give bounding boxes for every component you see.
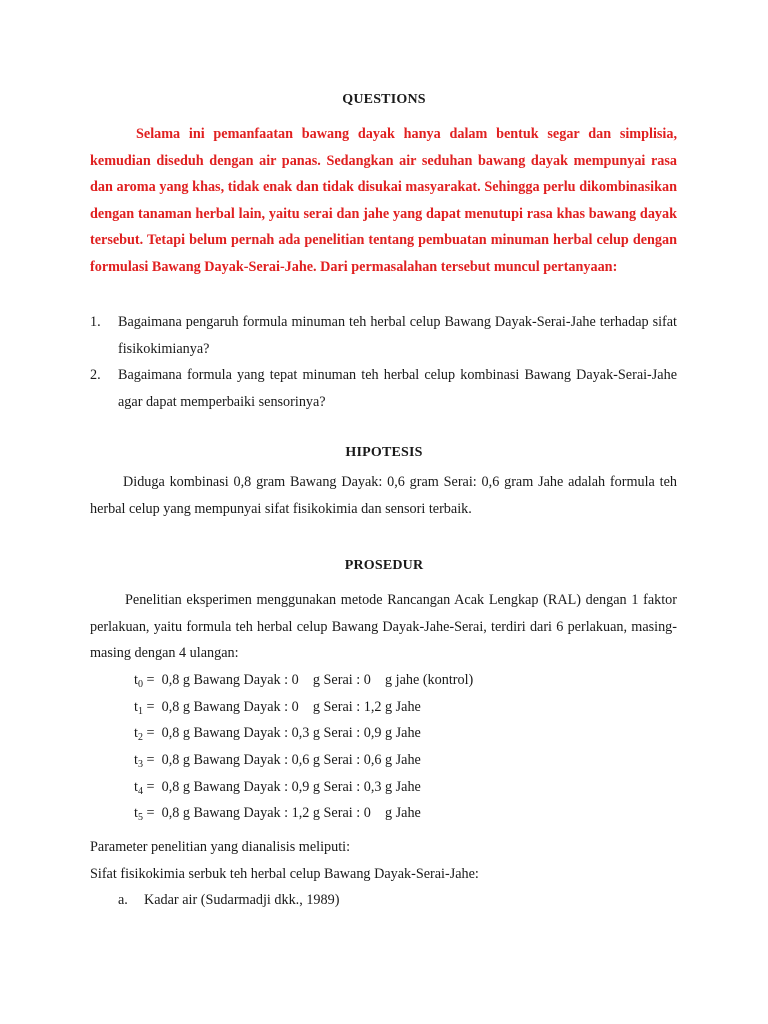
treatment-symbol: t <box>134 672 138 688</box>
question-number: 2. <box>90 367 101 383</box>
question-text: Bagaimana pengaruh formula minuman teh herbal celup Bawang Dayak-Serai-Jahe terhadap sifat fisikokimianya? <box>118 314 677 357</box>
question-text: Bagaimana formula yang tepat minuman teh herbal celup kombinasi Bawang Dayak-Serai-Jahe agar dapat memperbaiki sensorinya? <box>118 367 677 410</box>
treatment-subscript: 1 <box>137 706 143 717</box>
hipotesis-text: Diduga kombinasi 0,8 gram Bawang Dayak: 0,6 gram Serai: 0,6 gram Jahe adalah formula teh herbal celup yang mempunyai sifat fisikokimia dan sensori terbaik. <box>90 474 677 517</box>
sub-item-text: Kadar air (Sudarmadji dkk., 1989) <box>144 892 340 908</box>
question-item-2 <box>90 362 677 415</box>
treatment-formula: = 0,8 g Bawang Dayak : 0,6 g Serai : 0,6 g Jahe <box>142 752 421 768</box>
treatment-subscript: 0 <box>137 679 143 690</box>
treatment-symbol: t <box>134 779 138 795</box>
treatment-formula: = 0,8 g Bawang Dayak : 0 g Serai : 0 g jahe (kontrol) <box>142 672 474 688</box>
question-item-1 <box>90 309 677 362</box>
sub-item-label: a. <box>118 892 128 908</box>
hipotesis-heading: HIPOTESIS <box>345 445 423 460</box>
treatment-symbol: t <box>134 725 138 741</box>
treatment-symbol: t <box>134 805 138 821</box>
questions-heading: QUESTIONS <box>342 92 426 107</box>
question-number: 1. <box>90 314 101 330</box>
treatment-symbol: t <box>134 752 138 768</box>
prosedur-text: Penelitian eksperimen menggunakan metode Rancangan Acak Lengkap (RAL) dengan 1 faktor perlakuan, yaitu formula teh herbal celup Bawang Dayak-Jahe-Serai, terdiri dari 6 perlakuan, masing-masing dengan 4 ulangan: <box>90 592 677 661</box>
treatment-formula: = 0,8 g Bawang Dayak : 0,9 g Serai : 0,3 g Jahe <box>142 779 421 795</box>
treatment-formula: = 0,8 g Bawang Dayak : 0,3 g Serai : 0,9 g Jahe <box>142 725 421 741</box>
treatment-formula: = 0,8 g Bawang Dayak : 0 g Serai : 1,2 g Jahe <box>142 699 421 715</box>
sifat-line: Sifat fisikokimia serbuk teh herbal celup Bawang Dayak-Serai-Jahe: <box>90 866 479 882</box>
treatment-symbol: t <box>134 699 138 715</box>
treatment-row <box>134 800 421 832</box>
sub-item <box>118 887 339 914</box>
treatment-subscript: 2 <box>137 732 143 743</box>
prosedur-heading: PROSEDUR <box>344 558 424 573</box>
treatment-subscript: 3 <box>137 759 143 770</box>
treatment-subscript: 4 <box>137 786 143 797</box>
questions-intro: Selama ini pemanfaatan bawang dayak hanya dalam bentuk segar dan simplisia, kemudian diseduh dengan air panas. Sedangkan air seduhan bawang dayak mempunyai rasa dan aroma yang khas, tidak enak dan tidak disukai masyarakat. Sehingga perlu dikombinasikan dengan tanaman herbal lain, yaitu serai dan jahe yang dapat menutupi rasa khas bawang dayak tersebut. Tetapi belum pernah ada penelitian tentang pembuatan minuman herbal celup dengan formulasi Bawang Dayak-Serai-Jahe. Dari permasalahan tersebut muncul pertanyaan: <box>90 126 677 275</box>
treatment-subscript: 5 <box>137 812 143 823</box>
treatment-formula: = 0,8 g Bawang Dayak : 1,2 g Serai : 0 g Jahe <box>142 805 421 821</box>
parameter-line: Parameter penelitian yang dianalisis meliputi: <box>90 839 351 855</box>
